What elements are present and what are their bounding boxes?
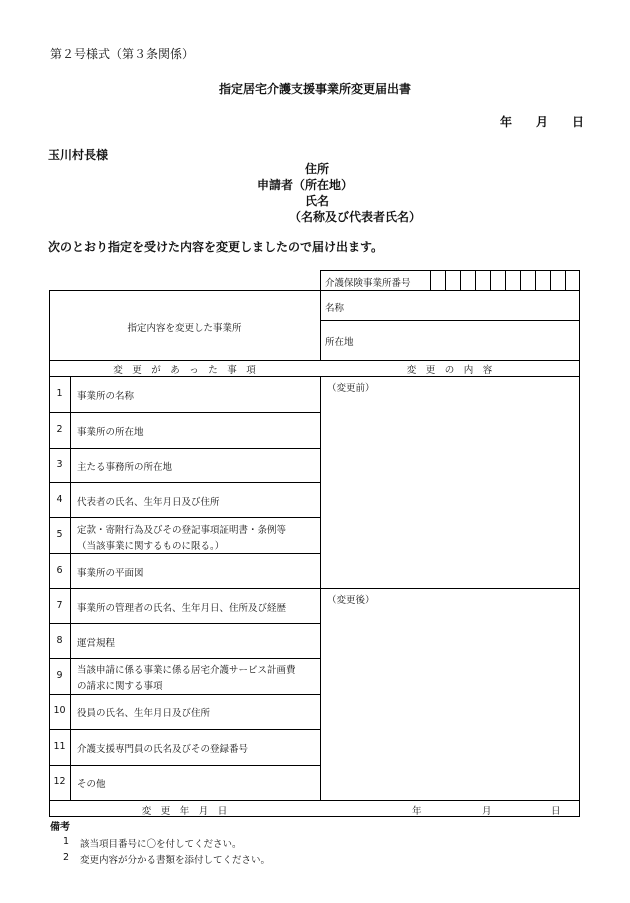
item-number: 12 — [53, 776, 66, 787]
item-number: 4 — [56, 494, 63, 505]
remark-text: 該当項目番号に〇を付してください。 — [80, 839, 242, 850]
item-label: 事業所の管理者の氏名、生年月日、住所及び経歴 — [77, 603, 287, 614]
item-label: 当該申請に係る事業に係る居宅介護サービス計画費 — [77, 665, 296, 676]
office-location-label: 所在地 — [325, 337, 354, 348]
addressee: 玉川村長様 — [48, 148, 109, 162]
page-title: 指定居宅介護支援事業所変更届出書 — [218, 82, 411, 96]
applicant-name-label: 氏名 — [305, 194, 330, 208]
item-label: 主たる事務所の所在地 — [77, 462, 173, 473]
office-number-label: 介護保険事業所番号 — [325, 278, 411, 289]
header-month: 月 — [536, 115, 549, 129]
item-number: 11 — [53, 741, 66, 752]
statement: 次のとおり指定を受けた内容を変更しましたので届け出ます。 — [48, 240, 384, 254]
item-label: 代表者の氏名、生年月日及び住所 — [77, 497, 220, 508]
content-column-header: 変 更 の 内 容 — [406, 365, 493, 376]
changed-office-label: 指定内容を変更した事業所 — [127, 323, 242, 334]
item-number: 9 — [56, 670, 63, 681]
item-number: 2 — [56, 424, 63, 435]
office-name-label: 名称 — [325, 303, 345, 314]
remark-text: 変更内容が分かる書類を添付してください。 — [80, 855, 271, 866]
change-date-label: 変 更 年 月 日 — [141, 806, 228, 817]
remark-number: 1 — [63, 836, 70, 847]
before-change-label: （変更前） — [327, 383, 375, 394]
item-label: 運営規程 — [77, 638, 116, 649]
applicant-name-note: （名称及び代表者氏名） — [289, 210, 422, 224]
item-label: 介護支援専門員の氏名及びその登録番号 — [77, 744, 249, 755]
remark-number: 2 — [63, 852, 70, 863]
item-number: 7 — [56, 600, 63, 611]
remarks-title: 備考 — [50, 822, 70, 833]
item-label: 事業所の所在地 — [77, 427, 144, 438]
header-year: 年 — [500, 115, 513, 129]
item-label: 定款・寄附行為及びその登記事項証明書・条例等 — [77, 525, 287, 536]
form-number: 第２号様式（第３条関係） — [50, 47, 195, 61]
item-number: 8 — [56, 635, 63, 646]
change-date-month: 月 — [482, 806, 492, 817]
header-day: 日 — [572, 115, 585, 129]
item-number: 3 — [56, 459, 63, 470]
item-number: 10 — [53, 705, 66, 716]
item-number: 5 — [56, 529, 63, 540]
item-number: 1 — [56, 388, 63, 399]
change-date-year: 年 — [412, 806, 422, 817]
change-date-day: 日 — [551, 806, 561, 817]
item-label: 役員の氏名、生年月日及び住所 — [77, 708, 211, 719]
applicant-address-label: 住所 — [305, 162, 330, 176]
item-label: 事業所の名称 — [77, 391, 135, 402]
item-number: 6 — [56, 565, 63, 576]
item-label-sub: の請求に関する事項 — [77, 681, 163, 692]
item-label: その他 — [77, 779, 106, 790]
applicant-label: 申請者（所在地） — [257, 178, 354, 192]
item-label-sub: （当該事業に関するものに限る。） — [77, 541, 225, 552]
items-column-header: 変 更 が あ っ た 事 項 — [113, 365, 256, 376]
item-label: 事業所の平面図 — [77, 568, 144, 579]
after-change-label: （変更後） — [327, 595, 375, 606]
